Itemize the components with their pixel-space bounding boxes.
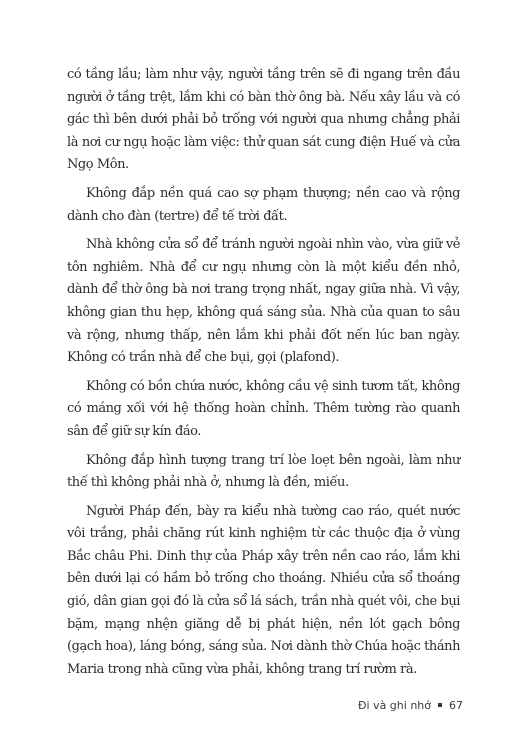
paragraph-foundation: Không đắp nền quá cao sợ phạm thượng; nền cao và rộng dành cho đàn (tertre) để tế trời đất. bbox=[67, 185, 460, 224]
paragraph-water: Không có bồn chứa nước, không cầu vệ sinh tươm tất, không có máng xối với hệ thống hoàn chỉnh. Thêm tường rào quanh sân để giữ sự kín đáo. bbox=[67, 378, 460, 439]
body-text bbox=[67, 64, 460, 687]
paragraph-continued: có tầng lầu; làm như vậy, người tầng trên sẽ đi ngang trên đầu người ở tầng trệt, lắm khi có bàn thờ ông bà. Nếu xây lầu và có gác thì bên dưới phải bỏ trống với người qua nhưng chẳng phải là nơi cư ngụ hoặc làm việc: thử quan sát cung điện Huế và cửa Ngọ Môn. bbox=[67, 67, 460, 173]
running-title: Đi và ghi nhớ bbox=[357, 699, 431, 712]
page-number: 67 bbox=[449, 699, 463, 712]
page-footer bbox=[333, 699, 463, 712]
separator-square-icon bbox=[438, 703, 442, 707]
paragraph-decoration: Không đắp hình tượng trang trí lòe loẹt bên ngoài, làm như thế thì không phải nhà ở, nhưng là đền, miếu. bbox=[67, 452, 460, 491]
paragraph-windows: Nhà không cửa sổ để tránh người ngoài nhìn vào, vừa giữ vẻ tôn nghiêm. Nhà để cư ngụ nhưng còn là một kiểu đền nhỏ, dành để thờ ông bà nơi trang trọng nhất, ngay giữa nhà. Vì vậy, không gian thu hẹp, không quá sáng sủa. Nhà của quan to sâu và rộng, nhưng thấp, nên lắm khi phải đốt nến lúc ban ngày. Không có trần nhà để che bụi, gọi (plafond). bbox=[67, 237, 460, 366]
paragraph-french-houses: Người Pháp đến, bày ra kiểu nhà tường cao ráo, quét nước vôi trắng, phải chăng rút kinh nghiệm từ các thuộc địa ở vùng Bắc châu Phi. Dinh thự của Pháp xây trên nền cao ráo, lắm khi bên dưới lại có hầm bỏ trống cho thoáng. Nhiều cửa sổ thoáng gió, dân gian gọi đó là cửa sổ lá sách, trần nhà quét vôi, che bụi bặm, mạng nhện giăng dễ bị phát hiện, nền lót gạch bông (gạch hoa), láng bóng, sáng sủa. Nơi dành thờ Chúa hoặc thánh Maria trong nhà cũng vừa phải, không trang trí rườm rà. bbox=[67, 503, 460, 677]
